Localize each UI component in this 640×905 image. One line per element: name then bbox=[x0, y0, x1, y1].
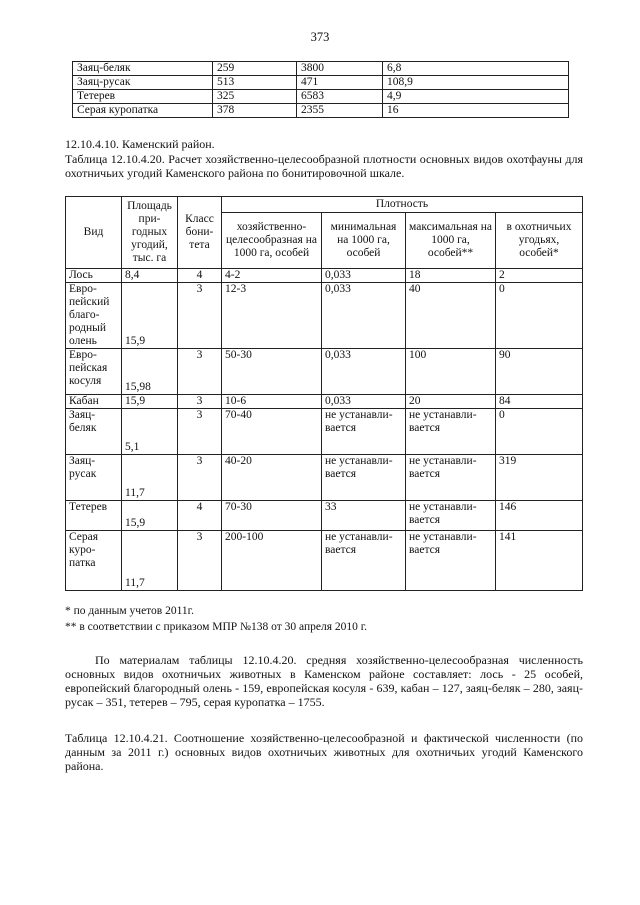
table-row bbox=[66, 395, 583, 409]
cell-area: 15,9 bbox=[122, 395, 178, 409]
cell-econ: 40-20 bbox=[222, 455, 322, 501]
table-cell: 325 bbox=[213, 90, 297, 104]
cell-class: 3 bbox=[178, 455, 222, 501]
cell-min: не устанавли-вается bbox=[322, 455, 406, 501]
table-cell: 6,8 bbox=[383, 62, 569, 76]
table-cell: Серая куропатка bbox=[73, 104, 213, 118]
cell-min: не устанавли-вается bbox=[322, 531, 406, 591]
table-cell: 471 bbox=[297, 76, 383, 90]
cell-species: Заяц-русак bbox=[66, 455, 122, 501]
header-min: минимальная на 1000 га, особей bbox=[322, 213, 406, 269]
cell-species: Серая куро-патка bbox=[66, 531, 122, 591]
cell-area: 11,7 bbox=[122, 531, 178, 591]
header-class: Класс бони-тета bbox=[178, 197, 222, 269]
table-caption: Таблица 12.10.4.20. Расчет хозяйственно-целесообразной плотности основных видов охотфауны для охотничьих угодий Каменского района по бонитировочной шкале. bbox=[65, 152, 583, 180]
cell-min: не устанавли-вается bbox=[322, 409, 406, 455]
cell-species: Лось bbox=[66, 269, 122, 283]
cell-econ: 4-2 bbox=[222, 269, 322, 283]
table-cell: 4,9 bbox=[383, 90, 569, 104]
cell-species: Заяц-беляк bbox=[66, 409, 122, 455]
cell-econ: 70-40 bbox=[222, 409, 322, 455]
cell-area: 5,1 bbox=[122, 409, 178, 455]
table-row bbox=[66, 269, 583, 283]
cell-in-lands: 2 bbox=[496, 269, 583, 283]
table2-caption: Таблица 12.10.4.21. Соотношение хозяйственно-целесообразной и фактической численности (по данным за 2011 г.) основных видов охотничьих животных для охотничьих угодий Каменского района. bbox=[65, 731, 583, 773]
cell-class: 3 bbox=[178, 531, 222, 591]
cell-in-lands: 0 bbox=[496, 283, 583, 349]
cell-min: 0,033 bbox=[322, 283, 406, 349]
cell-species: Тетерев bbox=[66, 501, 122, 531]
table-cell: Заяц-русак bbox=[73, 76, 213, 90]
table-row bbox=[66, 409, 583, 455]
footnote-2: ** в соответствии с приказом МПР №138 от 30 апреля 2010 г. bbox=[65, 621, 368, 633]
cell-max: 100 bbox=[406, 349, 496, 395]
table-row bbox=[66, 501, 583, 531]
cell-econ: 10-6 bbox=[222, 395, 322, 409]
cell-max: 40 bbox=[406, 283, 496, 349]
main-table bbox=[65, 196, 583, 591]
cell-species: Евро-пейская косуля bbox=[66, 349, 122, 395]
cell-class: 4 bbox=[178, 269, 222, 283]
table-row bbox=[73, 76, 569, 90]
cell-econ: 50-30 bbox=[222, 349, 322, 395]
cell-min: 0,033 bbox=[322, 395, 406, 409]
cell-species: Кабан bbox=[66, 395, 122, 409]
cell-area: 8,4 bbox=[122, 269, 178, 283]
cell-class: 3 bbox=[178, 283, 222, 349]
cell-in-lands: 0 bbox=[496, 409, 583, 455]
table-cell: 16 bbox=[383, 104, 569, 118]
table-cell: 513 bbox=[213, 76, 297, 90]
header-max: максимальная на 1000 га, особей** bbox=[406, 213, 496, 269]
table-cell: Тетерев bbox=[73, 90, 213, 104]
cell-class: 3 bbox=[178, 349, 222, 395]
cell-area: 15,9 bbox=[122, 283, 178, 349]
cell-econ: 12-3 bbox=[222, 283, 322, 349]
cell-in-lands: 141 bbox=[496, 531, 583, 591]
footnote-1: * по данным учетов 2011г. bbox=[65, 605, 194, 617]
table-cell: 259 bbox=[213, 62, 297, 76]
header-density: Плотность bbox=[222, 197, 583, 213]
table-row bbox=[73, 104, 569, 118]
table-cell: 2355 bbox=[297, 104, 383, 118]
page-number: 373 bbox=[310, 30, 330, 44]
header-in-lands: в охотничьих угодьях, особей* bbox=[496, 213, 583, 269]
table-cell: 378 bbox=[213, 104, 297, 118]
table-row bbox=[73, 90, 569, 104]
cell-min: 0,033 bbox=[322, 269, 406, 283]
cell-max: не устанавли-вается bbox=[406, 531, 496, 591]
cell-in-lands: 319 bbox=[496, 455, 583, 501]
cell-max: не устанавли-вается bbox=[406, 501, 496, 531]
header-area: Площадь при-годных угодий, тыс. га bbox=[122, 197, 178, 269]
table-row bbox=[66, 531, 583, 591]
summary-paragraph: По материалам таблицы 12.10.4.20. средняя хозяйственно-целесообразная численность основных видов охотничьих животных в Каменском районе составляет: лось - 25 особей, европейский благородный олень - 159, европейская косуля - 639, кабан – 127, заяц-беляк – 280, заяц-русак – 351, тетерев – 795, серая куропатка – 1755. bbox=[65, 653, 583, 709]
table-cell: 3800 bbox=[297, 62, 383, 76]
table-row bbox=[66, 455, 583, 501]
cell-max: 18 bbox=[406, 269, 496, 283]
cell-min: 0,033 bbox=[322, 349, 406, 395]
cell-area: 15,98 bbox=[122, 349, 178, 395]
header-species: Вид bbox=[66, 197, 122, 269]
cell-econ: 200-100 bbox=[222, 531, 322, 591]
cell-econ: 70-30 bbox=[222, 501, 322, 531]
cell-class: 3 bbox=[178, 409, 222, 455]
header-econ: хозяйственно-целесообразная на 1000 га, особей bbox=[222, 213, 322, 269]
cell-class: 4 bbox=[178, 501, 222, 531]
cell-class: 3 bbox=[178, 395, 222, 409]
table-row bbox=[66, 283, 583, 349]
table-row bbox=[73, 62, 569, 76]
cell-in-lands: 84 bbox=[496, 395, 583, 409]
table-cell: 108,9 bbox=[383, 76, 569, 90]
section-heading: 12.10.4.10. Каменский район. bbox=[65, 137, 215, 151]
cell-min: 33 bbox=[322, 501, 406, 531]
cell-in-lands: 90 bbox=[496, 349, 583, 395]
cell-area: 11,7 bbox=[122, 455, 178, 501]
table-cell: 6583 bbox=[297, 90, 383, 104]
table-cell: Заяц-беляк bbox=[73, 62, 213, 76]
cell-in-lands: 146 bbox=[496, 501, 583, 531]
cell-max: не устанавли-вается bbox=[406, 409, 496, 455]
cell-max: 20 bbox=[406, 395, 496, 409]
table-row bbox=[66, 349, 583, 395]
cell-species: Евро-пейский благо-родный олень bbox=[66, 283, 122, 349]
cell-area: 15,9 bbox=[122, 501, 178, 531]
top-table bbox=[72, 61, 569, 118]
cell-max: не устанавли-вается bbox=[406, 455, 496, 501]
